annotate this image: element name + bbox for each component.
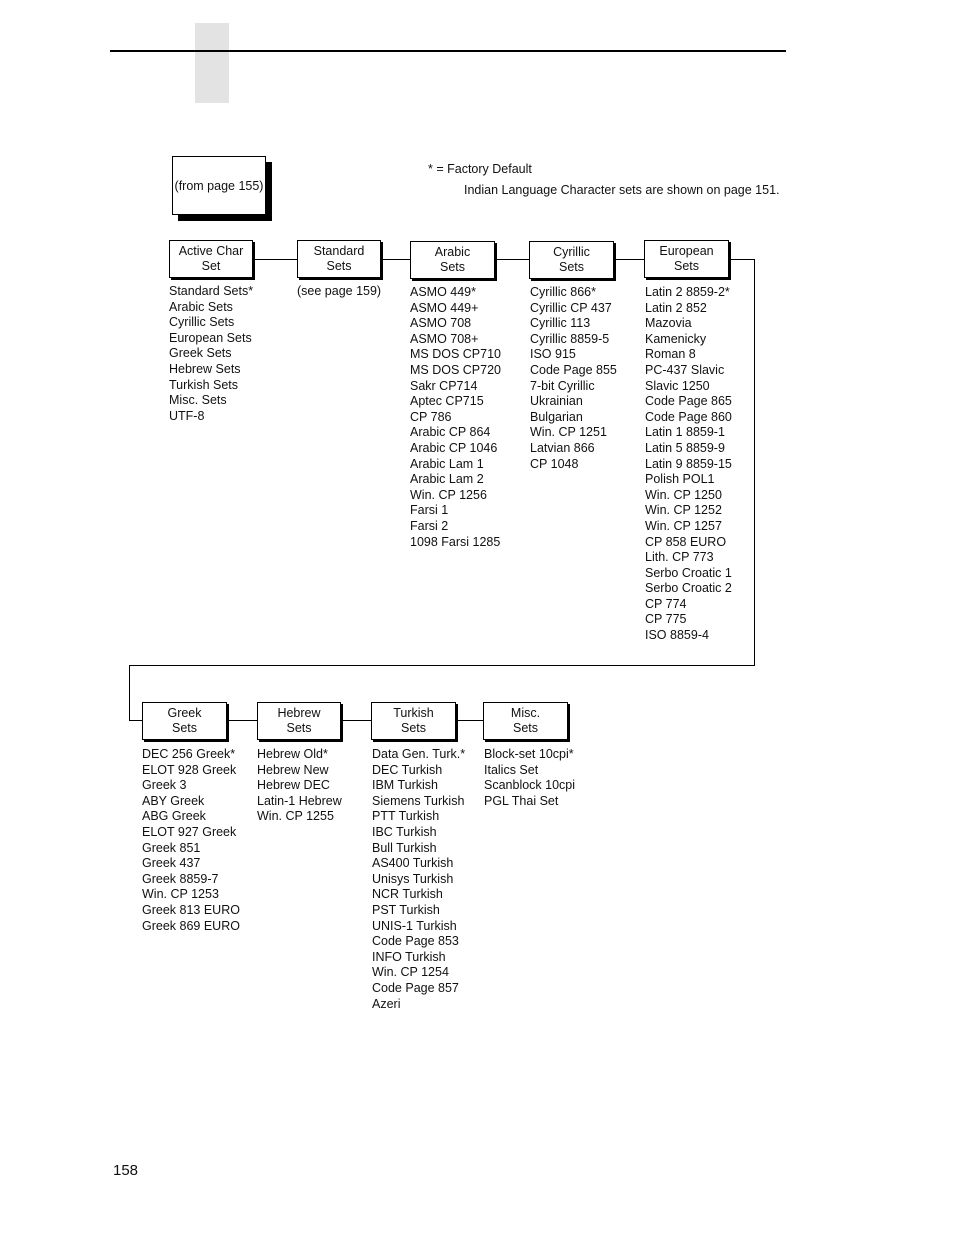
list-item: Kamenicky [645,331,707,346]
list-item: Win. CP 1252 [645,503,722,518]
factory-default-note: * = Factory Default [428,162,532,176]
indian-sets-note: Indian Language Character sets are shown on page 151. [464,183,780,197]
active-char-set-list [169,284,253,424]
list-item: Greek 437 [142,856,201,871]
list-item: CP 1048 [530,456,579,471]
list-item: Arabic CP 864 [410,425,491,440]
list-item: Win. CP 1251 [530,425,607,440]
from-page-box [172,156,266,215]
european-sets-box [644,240,729,278]
arabic-sets-list [410,285,501,550]
list-item: UTF-8 [169,408,205,423]
arabic-sets-box [410,241,495,279]
list-item: Italics Set [484,762,539,777]
list-item: CP 786 [410,409,452,424]
list-item: Greek 869 EURO [142,918,240,933]
list-item: PTT Turkish [372,809,440,824]
turkish-sets-list [372,747,465,1012]
list-item: Win. CP 1250 [645,487,722,502]
connector-line [381,259,410,260]
list-item: ASMO 449+ [410,300,479,315]
list-item: Cyrillic 8859-5 [530,331,610,346]
list-item: Cyrillic 113 [530,316,591,331]
list-item: Latin 9 8859-15 [645,456,732,471]
list-item: CP 774 [645,596,687,611]
connector-line [341,720,371,721]
list-item: PGL Thai Set [484,793,559,808]
list-item: Latin 2 852 [645,300,707,315]
list-item: CP 858 EURO [645,534,727,549]
cyrillic-sets-list [530,285,617,472]
list-item: Code Page 860 [645,409,732,424]
connector-line [729,259,755,260]
from-page-label: (from page 155) [174,178,264,193]
misc-sets-box [483,702,568,740]
list-item: AS400 Turkish [372,856,454,871]
connector-line [754,259,755,666]
list-item: MS DOS CP720 [410,362,502,377]
list-item: Greek 813 EURO [142,902,240,917]
list-item: Hebrew New [257,762,329,777]
list-item: ISO 8859-4 [645,628,709,643]
list-item: (see page 159) [297,284,382,298]
list-item: Azeri [372,996,401,1011]
list-item: Latin-1 Hebrew [257,793,342,808]
list-item: Latin 5 8859-9 [645,440,725,455]
list-item: Latin 2 8859-2* [645,285,730,299]
list-item: MS DOS CP710 [410,347,502,362]
chapter-tab [195,23,229,103]
list-item: ASMO 449* [410,285,477,299]
box-label: European Sets [659,244,714,273]
list-item: Sakr CP714 [410,378,478,393]
greek-sets-box [142,702,227,740]
turkish-sets-box [371,702,456,740]
list-item: Lith. CP 773 [645,550,714,565]
list-item: Cyrillic 866* [530,285,596,299]
list-item: Roman 8 [645,347,696,362]
list-item: Misc. Sets [169,393,227,408]
list-item: Cyrillic CP 437 [530,300,612,315]
list-item: Arabic Lam 1 [410,456,484,471]
list-item: Greek Sets [169,346,232,361]
list-item: 1098 Farsi 1285 [410,534,501,549]
list-item: NCR Turkish [372,887,443,902]
list-item: Serbo Croatic 2 [645,581,732,596]
list-item: ASMO 708 [410,316,472,331]
list-item: Arabic Sets [169,299,233,314]
list-item: Farsi 1 [410,503,449,518]
list-item: PST Turkish [372,902,440,917]
connector-line [129,720,142,721]
list-item: Win. CP 1255 [257,809,334,824]
list-item: ABY Greek [142,793,205,808]
list-item: Code Page 865 [645,394,732,409]
list-item: PC-437 Slavic [645,362,725,377]
list-item: Win. CP 1257 [645,518,722,533]
box-label: Active Char Set [178,244,244,273]
list-item: Latvian 866 [530,440,595,455]
list-item: Slavic 1250 [645,378,710,393]
list-item: Standard Sets* [169,284,254,298]
list-item: Latin 1 8859-1 [645,425,725,440]
misc-sets-list [484,747,575,809]
list-item: Bull Turkish [372,840,437,855]
list-item: Code Page 857 [372,980,459,995]
list-item: Polish POL1 [645,472,715,487]
list-item: CP 775 [645,612,687,627]
connector-line [614,259,644,260]
page-number: 158 [113,1162,139,1179]
list-item: INFO Turkish [372,949,446,964]
list-item: ABG Greek [142,809,206,824]
list-item: Siemens Turkish [372,793,465,808]
hebrew-sets-list [257,747,342,825]
connector-line [129,665,130,721]
list-item: IBM Turkish [372,778,438,793]
list-item: Code Page 855 [530,362,617,377]
list-item: Win. CP 1253 [142,887,219,902]
list-item: ELOT 928 Greek [142,762,237,777]
european-sets-list [645,285,732,644]
standard-sets-box [297,240,381,278]
list-item: Unisys Turkish [372,871,454,886]
list-item: Turkish Sets [169,377,239,392]
list-item: Arabic Lam 2 [410,472,484,487]
box-label: Standard Sets [313,244,365,273]
list-item: DEC Turkish [372,762,443,777]
list-item: Hebrew DEC [257,778,330,793]
standard-sets-list [297,284,381,300]
box-label: Turkish Sets [393,706,434,735]
list-item: Ukrainian [530,394,583,409]
list-item: Farsi 2 [410,518,449,533]
box-label: Arabic Sets [434,245,471,274]
connector-line [495,259,529,260]
connector-line [456,720,483,721]
header-rule [110,50,786,52]
box-label: Cyrillic Sets [553,245,590,274]
list-item: Arabic CP 1046 [410,440,498,455]
list-item: UNIS-1 Turkish [372,918,457,933]
list-item: Win. CP 1254 [372,965,449,980]
list-item: ASMO 708+ [410,331,479,346]
list-item: ISO 915 [530,347,576,362]
list-item: Mazovia [645,316,692,331]
list-item: Win. CP 1256 [410,487,487,502]
box-label: Misc. Sets [510,706,541,735]
connector-line [227,720,257,721]
list-item: 7-bit Cyrillic [530,378,595,393]
list-item: Hebrew Old* [257,747,328,761]
list-item: IBC Turkish [372,824,437,839]
hebrew-sets-box [257,702,341,740]
greek-sets-list [142,747,240,934]
list-item: Aptec CP715 [410,394,484,409]
active-char-set-box [169,240,253,278]
list-item: European Sets [169,330,252,345]
list-item: DEC 256 Greek* [142,747,236,761]
box-label: Hebrew Sets [277,706,321,735]
connector-line [129,665,755,666]
list-item: Cyrillic Sets [169,315,235,330]
list-item: Greek 851 [142,840,201,855]
list-item: Block-set 10cpi* [484,747,574,761]
list-item: Hebrew Sets [169,361,241,376]
list-item: Greek 3 [142,778,187,793]
list-item: Serbo Croatic 1 [645,565,732,580]
cyrillic-sets-box [529,241,614,279]
list-item: Code Page 853 [372,934,459,949]
list-item: Greek 8859-7 [142,871,219,886]
box-label: Greek Sets [167,706,202,735]
connector-line [253,259,297,260]
list-item: Scanblock 10cpi [484,778,576,793]
list-item: ELOT 927 Greek [142,824,237,839]
list-item: Data Gen. Turk.* [372,747,466,761]
list-item: Bulgarian [530,409,583,424]
